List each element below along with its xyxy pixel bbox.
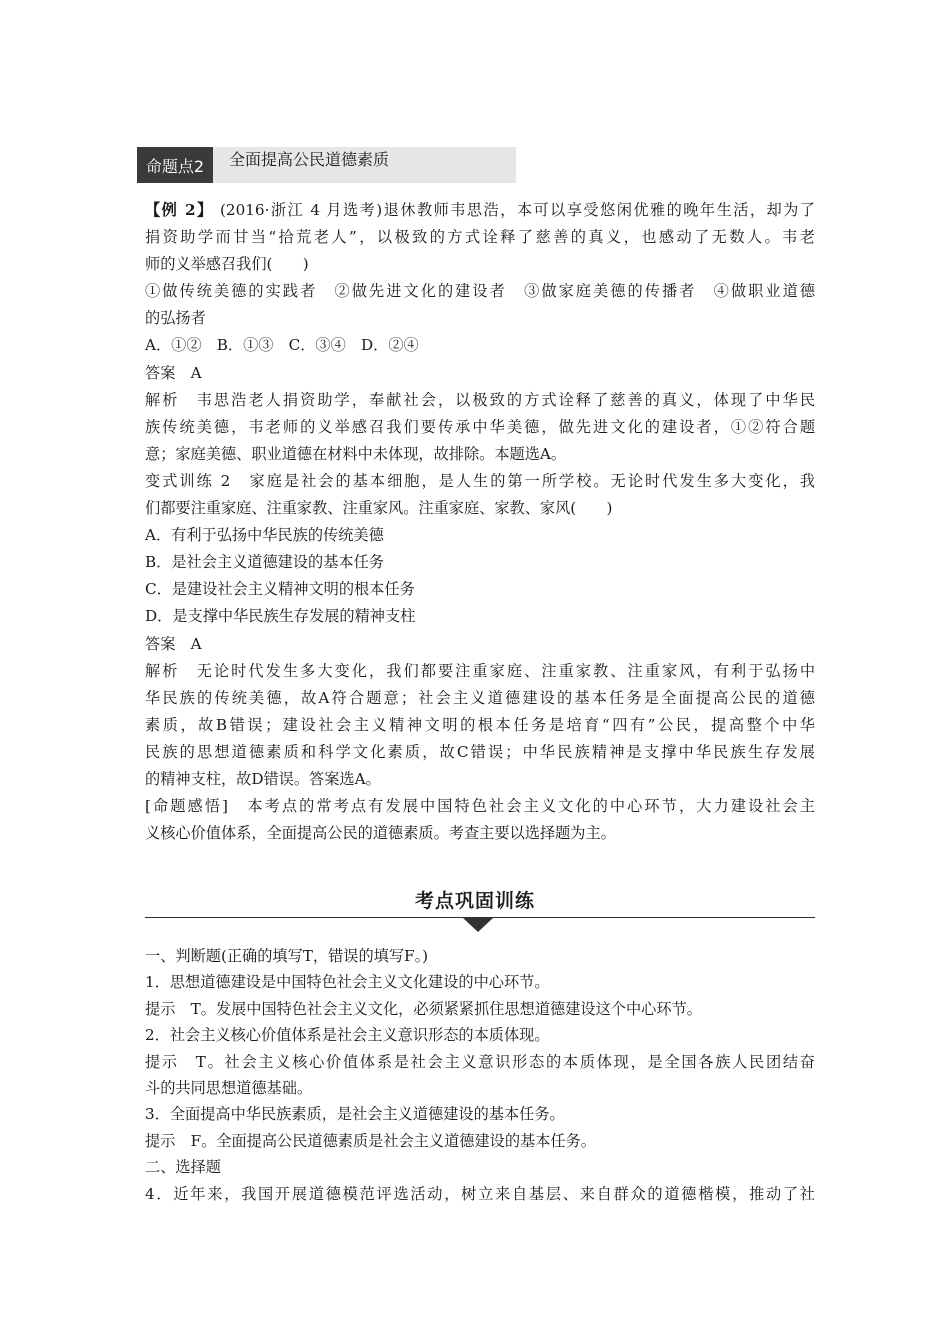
option-line: D．是支撑中华民族生存发展的精神支柱: [145, 607, 416, 626]
hint-line: 提示 T。发展中国特色社会主义文化，必须紧紧抓住思想道德建设这个中心环节。: [145, 999, 702, 1018]
consolidation-block: [145, 943, 815, 1207]
section-heading: [137, 147, 516, 183]
section-label: 一、判断题(正确的填写T，错误的填写F。): [145, 947, 429, 965]
text-line: 师的义举感召我们( ): [145, 255, 309, 274]
hint-line: 提示 F。全面提高公民道德素质是社会主义道德建设的基本任务。: [145, 1131, 596, 1150]
hint-line: 斗的共同思想道德基础。: [145, 1078, 313, 1097]
option-line: C．是建设社会主义精神文明的根本任务: [145, 580, 415, 599]
question-line: 2．社会主义核心价值体系是社会主义意识形态的本质体现。: [145, 1026, 550, 1045]
analysis-line: 素质，故B错误；建设社会主义精神文明的根本任务是培育“四有”公民，提高整个中华: [145, 715, 815, 734]
down-arrow-icon: [463, 918, 493, 932]
analysis-line: 华民族的传统美德，故A符合题意；社会主义道德建设的基本任务是全面提高公民的道德: [145, 688, 815, 707]
answer-line: 答案 A: [145, 634, 202, 653]
option-line: A．有利于弘扬中华民族的传统美德: [145, 526, 384, 545]
analysis-line: 解析 韦思浩老人捐资助学，奉献社会，以极致的方式诠释了慈善的真义，体现了中华民: [145, 390, 815, 409]
analysis-line: 的精神支柱，故D错误。答案选A。: [145, 769, 381, 788]
section-title: 全面提高公民道德素质: [229, 150, 390, 169]
option-line: B．是社会主义道德建设的基本任务: [145, 553, 384, 572]
question-line: 3．全面提高中华民族素质，是社会主义道德建设的基本任务。: [145, 1105, 565, 1124]
hint-line: 提示 T。社会主义核心价值体系是社会主义意识形态的本质体现，是全国各族人民团结奋: [145, 1052, 815, 1071]
text-line: 变式训练 2 家庭是社会的基本细胞，是人生的第一所学校。无论时代发生多大变化，我: [145, 471, 815, 490]
analysis-line: 民族的思想道德素质和科学文化素质，故C错误；中华民族精神是支撑中华民族生存发展: [145, 742, 815, 761]
question-line: 4．近年来，我国开展道德模范评选活动，树立来自基层、来自群众的道德楷模，推动了社: [145, 1184, 815, 1203]
text-line: A．①② B．①③ C．③④ D．②④: [145, 336, 419, 355]
section-tag: 命题点2: [137, 147, 213, 183]
text-line: 们都要注重家庭、注重家教、注重家风。注重家庭、家教、家风( ): [145, 499, 613, 518]
analysis-line: 意；家庭美德、职业道德在材料中未体现，故排除。本题选A。: [145, 444, 567, 463]
text-line: 捐资助学而甘当“拾荒老人”，以极致的方式诠释了慈善的真义，也感动了无数人。韦老: [145, 228, 815, 247]
insight-line: 义核心价值体系，全面提高公民的道德素质。考查主要以选择题为主。: [145, 824, 616, 843]
example-label: 【例 2】: [145, 201, 214, 219]
answer-line: 答案 A: [145, 363, 202, 382]
consolidation-title: 考点巩固训练: [414, 890, 535, 912]
analysis-line: 族传统美德，韦老师的义举感召我们要传承中华美德，做先进文化的建设者，①②符合题: [145, 417, 815, 436]
analysis-line: 解析 无论时代发生多大变化，我们都要注重家庭、注重家教、注重家风，有利于弘扬中: [145, 661, 815, 680]
text-line: 【例 2】 (2016·浙江 4 月选考)退休教师韦思浩，本可以享受悠闲优雅的晚年生活，却为了: [145, 201, 815, 219]
text-line: 的弘扬者: [145, 309, 206, 328]
insight-line: [命题感悟] 本考点的常考点有发展中国特色社会主义文化的中心环节，大力建设社会主: [145, 797, 815, 816]
question-line: 1．思想道德建设是中国特色社会主义文化建设的中心环节。: [145, 973, 550, 992]
section-label: 二、选择题: [145, 1158, 221, 1177]
example-block: [145, 197, 815, 847]
text-line: ①做传统美德的实践者 ②做先进文化的建设者 ③做家庭美德的传播者 ④做职业道德: [145, 282, 815, 301]
